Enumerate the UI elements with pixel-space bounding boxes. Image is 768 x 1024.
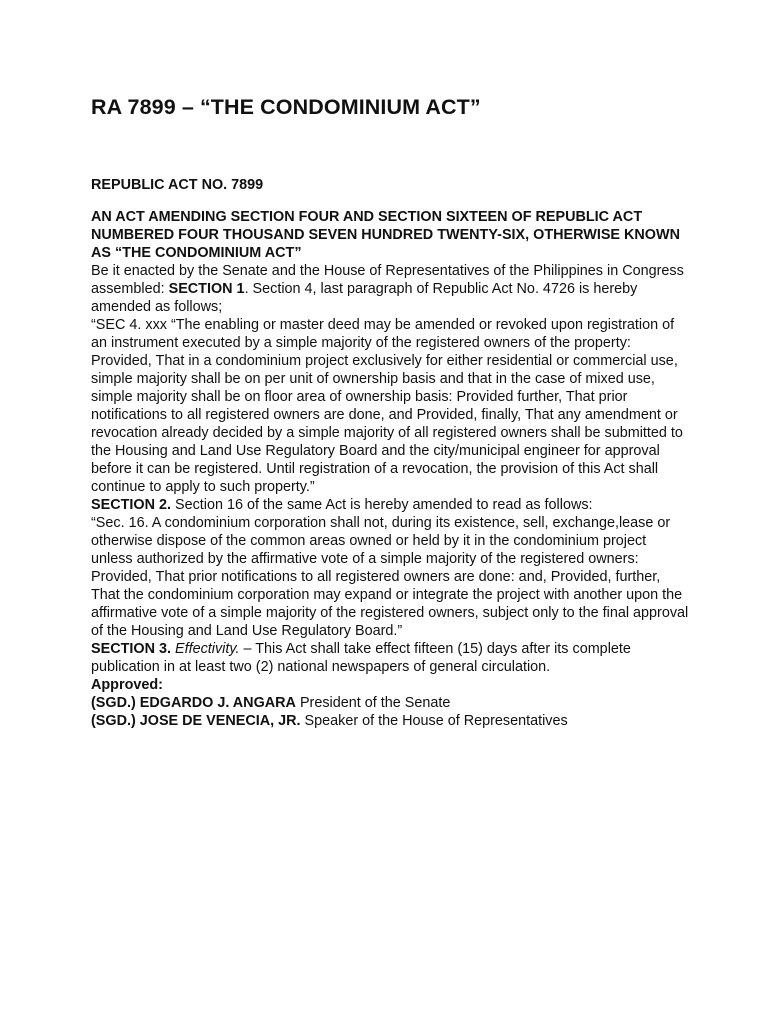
section2-text: Section 16 of the same Act is hereby amended to read as follows: [170,497,593,513]
signatory2-title: Speaker of the House of Representatives [300,713,568,729]
section1-label: SECTION 1 [168,281,245,297]
signatory-house-speaker [91,712,691,730]
approved-paragraph [91,676,691,694]
enacting-clause-paragraph [91,262,691,316]
section4-amendment-text: “SEC 4. xxx “The enabling or master deed may be amended or revoked upon registration of an instrument executed by a simple majority of the registered owners of the property: Provided, That in a condominium project exclusively for either residential or commercial use, simple majority shall be on per unit of ownership basis and that in the case of mixed use, simple majority shall be on floor area of ownership basis: Provided further, That prior notifications to all registered owners are done, and Provided, finally, That any amendment or revocation already decided by a simple majority of all registered owners shall be submitted to the Housing and Land Use Regulatory Board and the city/municipal engineer for approval before it can be registered. Until registration of a revocation, the provision of this Act shall continue to apply to such property.” [91,317,683,495]
act-title: AN ACT AMENDING SECTION FOUR AND SECTION SIXTEEN OF REPUBLIC ACT NUMBERED FOUR THOUSAND SEVEN HUNDRED TWENTY-SIX, OTHERWISE KNOWN AS “THE CONDOMINIUM ACT” [91,209,680,261]
section3-label: SECTION 3. [91,641,171,657]
document-page [91,93,691,730]
republic-act-number: REPUBLIC ACT NO. 7899 [91,177,264,193]
signatory1-name: (SGD.) EDGARDO J. ANGARA [91,695,296,711]
signatory2-name: (SGD.) JOSE DE VENECIA, JR. [91,713,301,729]
signatory1-title: President of the Senate [295,695,451,711]
document-title: RA 7899 – “THE CONDOMINIUM ACT” [91,95,481,119]
section2-label: SECTION 2. [91,497,171,513]
section2-paragraph [91,496,691,514]
section1-text: . Section 4, last paragraph of Republic Act No. 4726 is hereby amended as follows; [91,281,638,315]
signatory-senate-president [91,694,691,712]
enacting-clause: Be it enacted by the Senate and the House of Representatives of the Philippines in Congress assembled: [91,263,684,297]
section3-text: – This Act shall take effect fifteen (15) days after its complete publication in at least two (2) national newspapers of general circulation. [91,641,631,675]
section3-heading: Effectivity. [174,641,240,657]
section16-amendment-text: “Sec. 16. A condominium corporation shall not, during its existence, sell, exchange,lease or otherwise dispose of the common areas owned or held by it in the condominium project unless authorized by the affirmative vote of a simple majority of the registered owners: Provided, That prior notifications to all registered owners are done: and, Provided, further, That the condominium corporation may expand or integrate the project with another upon the affirmative vote of a simple majority of the registered owners, subject only to the final approval of the Housing and Land Use Regulatory Board.” [91,515,689,639]
section3-paragraph [91,640,691,676]
approved-label: Approved: [91,677,163,693]
